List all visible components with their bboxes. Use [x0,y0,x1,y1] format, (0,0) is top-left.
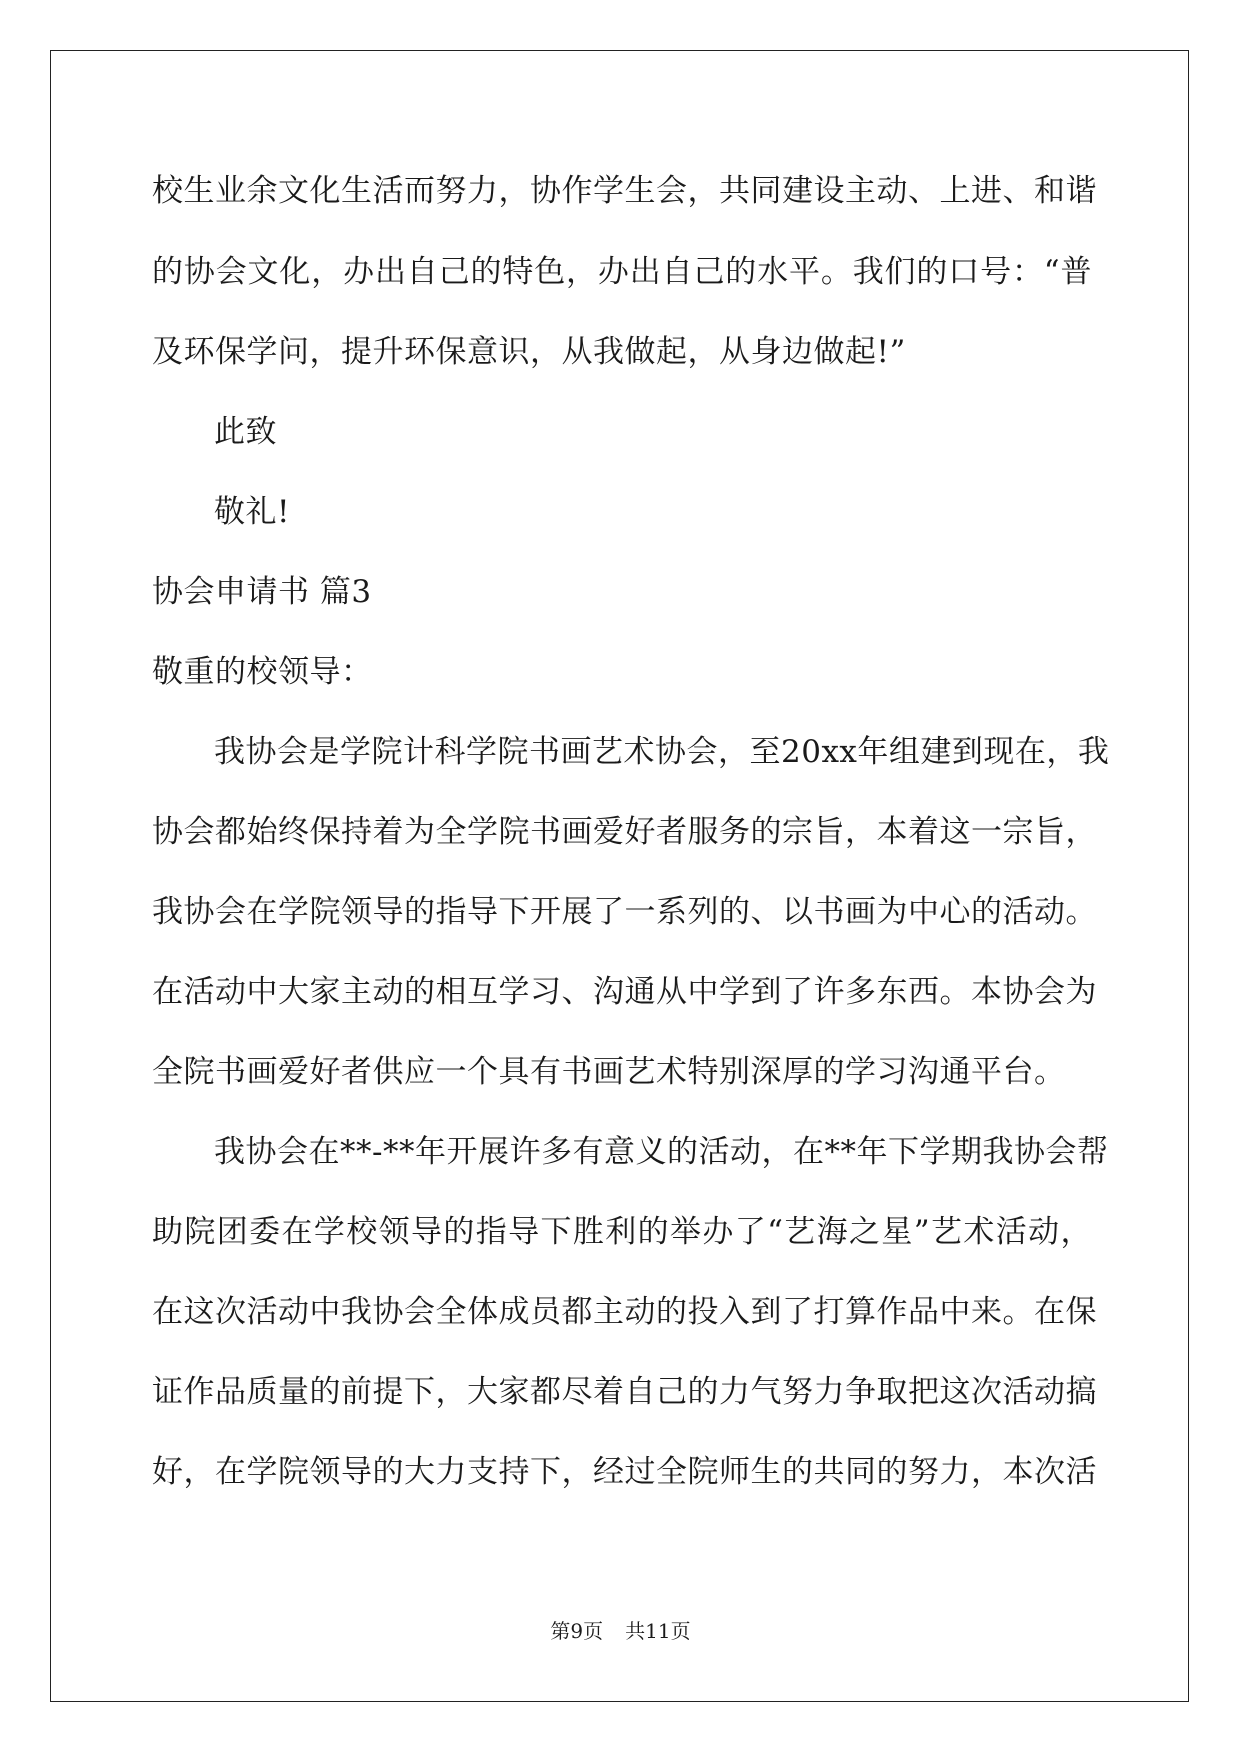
paragraph-line: 我协会是学院计科学院书画艺术协会，至20xx年组建到现在，我 [214,734,1110,770]
greeting: 敬重的校领导： [152,654,373,690]
closing-regards: 敬礼! [214,494,290,530]
paragraph-line: 我协会在**-**年开展许多有意义的活动，在**年下学期我协会帮 [214,1134,1109,1170]
page-footer [0,1618,1241,1644]
paragraph-line: 全院书画爱好者供应一个具有书画艺术特别深厚的学习沟通平台。 [152,1054,1066,1090]
page-total: 共11页 [625,1619,691,1643]
paragraph-line: 在活动中大家主动的相互学习、沟通从中学到了许多东西。本协会为 [152,974,1097,1010]
paragraph-line: 及环保学问，提升环保意识，从我做起，从身边做起!” [152,334,906,370]
paragraph-line: 证作品质量的前提下，大家都尽着自己的力气努力争取把这次活动搞 [152,1374,1097,1410]
paragraph-line: 协会都始终保持着为全学院书画爱好者服务的宗旨，本着这一宗旨， [152,814,1097,850]
section-heading: 协会申请书 篇3 [152,574,372,610]
closing-salutation: 此致 [214,414,277,450]
page-number: 第9页 [550,1619,604,1643]
paragraph-line: 助院团委在学校领导的指导下胜利的举办了“艺海之星”艺术活动， [152,1214,1092,1250]
paragraph-line: 的协会文化，办出自己的特色，办出自己的水平。我们的口号：“普 [152,254,1092,290]
paragraph-line: 校生业余文化生活而努力，协作学生会，共同建设主动、上进、和谐 [152,173,1097,209]
paragraph-line: 我协会在学院领导的指导下开展了一系列的、以书画为中心的活动。 [152,894,1097,930]
paragraph-line: 好，在学院领导的大力支持下，经过全院师生的共同的努力，本次活 [152,1454,1097,1490]
paragraph-line: 在这次活动中我协会全体成员都主动的投入到了打算作品中来。在保 [152,1294,1097,1330]
